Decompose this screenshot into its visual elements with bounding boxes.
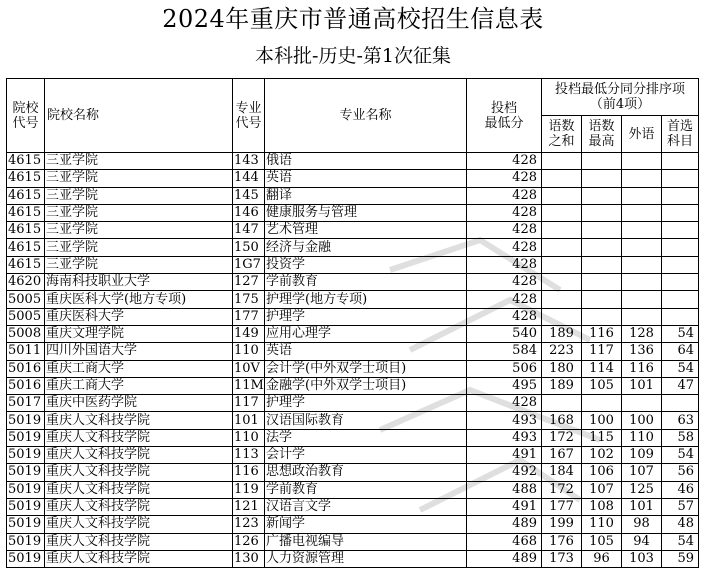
table-row: [7, 550, 699, 567]
cell-major-name: 护理学: [265, 395, 467, 412]
cell-min-score: 428: [467, 308, 542, 325]
cell-first-subject: [662, 170, 699, 187]
cell-min-score: 491: [467, 498, 542, 515]
cell-first-subject: 47: [662, 377, 699, 394]
cell-chinese-math-max: 115: [582, 429, 622, 446]
cell-min-score: 493: [467, 429, 542, 446]
cell-school-name: 三亚学院: [45, 187, 233, 204]
cell-foreign-language: 109: [622, 447, 662, 464]
cell-first-subject: [662, 395, 699, 412]
cell-first-subject: [662, 204, 699, 221]
cell-school-code: 5019: [7, 481, 45, 498]
cell-min-score: 428: [467, 204, 542, 221]
cell-first-subject: 56: [662, 464, 699, 481]
cell-major-name: 经济与金融: [265, 239, 467, 256]
cell-first-subject: 58: [662, 429, 699, 446]
table-row: [7, 533, 699, 550]
cell-school-name: 重庆人文科技学院: [45, 533, 233, 550]
cell-school-code: 4615: [7, 153, 45, 170]
cell-foreign-language: 94: [622, 533, 662, 550]
cell-min-score: 428: [467, 239, 542, 256]
cell-major-name: 翻译: [265, 187, 467, 204]
cell-major-code: 177: [233, 308, 265, 325]
cell-foreign-language: 110: [622, 429, 662, 446]
cell-chinese-math-max: 102: [582, 447, 622, 464]
table-row: [7, 187, 699, 204]
cell-school-code: 4615: [7, 187, 45, 204]
cell-major-name: 广播电视编导: [265, 533, 467, 550]
cell-school-code: 5016: [7, 360, 45, 377]
cell-school-code: 4620: [7, 274, 45, 291]
cell-school-name: 重庆人文科技学院: [45, 464, 233, 481]
table-row: [7, 256, 699, 273]
cell-school-name: 重庆人文科技学院: [45, 447, 233, 464]
cell-first-subject: [662, 187, 699, 204]
cell-chinese-math-max: 105: [582, 533, 622, 550]
table-row: [7, 429, 699, 446]
table-row: [7, 204, 699, 221]
cell-chinese-math-max: [582, 256, 622, 273]
header-major-name: 专业名称: [265, 79, 467, 153]
cell-major-name: 俄语: [265, 153, 467, 170]
cell-min-score: 492: [467, 464, 542, 481]
table-row: [7, 222, 699, 239]
admission-table: [6, 78, 699, 568]
cell-min-score: 493: [467, 412, 542, 429]
cell-foreign-language: 136: [622, 343, 662, 360]
cell-school-code: 5019: [7, 464, 45, 481]
cell-chinese-math-sum: [542, 153, 582, 170]
cell-major-code: 130: [233, 550, 265, 567]
cell-min-score: 428: [467, 170, 542, 187]
cell-major-name: 汉语国际教育: [265, 412, 467, 429]
cell-first-subject: [662, 291, 699, 308]
cell-min-score: 428: [467, 395, 542, 412]
cell-school-name: 重庆人文科技学院: [45, 516, 233, 533]
cell-major-code: 127: [233, 274, 265, 291]
cell-school-name: 三亚学院: [45, 239, 233, 256]
cell-major-code: 117: [233, 395, 265, 412]
cell-chinese-math-sum: 180: [542, 360, 582, 377]
cell-chinese-math-sum: 177: [542, 498, 582, 515]
cell-chinese-math-max: [582, 308, 622, 325]
cell-school-name: 四川外国语大学: [45, 343, 233, 360]
cell-major-name: 应用心理学: [265, 325, 467, 342]
cell-first-subject: [662, 274, 699, 291]
table-row: [7, 291, 699, 308]
cell-major-name: 汉语言文学: [265, 498, 467, 515]
cell-chinese-math-max: 117: [582, 343, 622, 360]
cell-foreign-language: 128: [622, 325, 662, 342]
cell-foreign-language: 107: [622, 464, 662, 481]
cell-major-name: 护理学: [265, 308, 467, 325]
cell-major-code: 110: [233, 429, 265, 446]
cell-first-subject: [662, 256, 699, 273]
table-row: [7, 516, 699, 533]
cell-foreign-language: [622, 170, 662, 187]
cell-school-name: 三亚学院: [45, 204, 233, 221]
cell-first-subject: 54: [662, 447, 699, 464]
cell-major-name: 护理学(地方专项): [265, 291, 467, 308]
cell-chinese-math-sum: [542, 308, 582, 325]
cell-foreign-language: [622, 153, 662, 170]
cell-school-name: 三亚学院: [45, 256, 233, 273]
cell-school-name: 三亚学院: [45, 153, 233, 170]
cell-school-name: 重庆人文科技学院: [45, 481, 233, 498]
cell-foreign-language: [622, 204, 662, 221]
cell-chinese-math-sum: [542, 239, 582, 256]
cell-chinese-math-max: 114: [582, 360, 622, 377]
cell-min-score: 584: [467, 343, 542, 360]
table-row: [7, 395, 699, 412]
cell-major-name: 健康服务与管理: [265, 204, 467, 221]
cell-major-code: 113: [233, 447, 265, 464]
cell-school-name: 重庆人文科技学院: [45, 429, 233, 446]
page-title: 2024年重庆市普通高校招生信息表: [162, 5, 544, 33]
cell-major-code: 11M: [234, 378, 264, 393]
cell-first-subject: [662, 153, 699, 170]
cell-school-name: 重庆工商大学: [45, 377, 233, 394]
cell-school-code: 5019: [7, 550, 45, 567]
cell-first-subject: 54: [662, 533, 699, 550]
header-school-name: 院校名称: [45, 79, 233, 153]
cell-chinese-math-max: 100: [582, 412, 622, 429]
cell-foreign-language: [622, 187, 662, 204]
cell-school-code: 5019: [7, 516, 45, 533]
cell-school-code: 5011: [7, 343, 45, 360]
header-school-code: 院校 代号: [7, 79, 45, 153]
cell-foreign-language: 101: [622, 498, 662, 515]
cell-chinese-math-sum: 172: [542, 429, 582, 446]
cell-school-name: 重庆工商大学: [45, 360, 233, 377]
cell-school-code: 5005: [7, 308, 45, 325]
cell-chinese-math-sum: [542, 291, 582, 308]
cell-major-name: 英语: [265, 170, 467, 187]
table-row: [7, 360, 699, 377]
cell-school-code: 5019: [7, 412, 45, 429]
cell-school-code: 5019: [7, 498, 45, 515]
cell-first-subject: 54: [662, 360, 699, 377]
cell-chinese-math-sum: 167: [542, 447, 582, 464]
cell-chinese-math-sum: 172: [542, 481, 582, 498]
cell-chinese-math-max: 116: [582, 325, 622, 342]
cell-major-name: 人力资源管理: [265, 550, 467, 567]
cell-chinese-math-max: [582, 187, 622, 204]
cell-chinese-math-sum: 168: [542, 412, 582, 429]
cell-school-name: 重庆人文科技学院: [45, 412, 233, 429]
cell-chinese-math-sum: 199: [542, 516, 582, 533]
cell-first-subject: 59: [662, 550, 699, 567]
cell-major-code: 146: [233, 204, 265, 221]
cell-major-code: 10V: [233, 360, 265, 377]
cell-school-name: 重庆医科大学: [45, 308, 233, 325]
cell-min-score: 489: [467, 550, 542, 567]
cell-chinese-math-max: 108: [582, 498, 622, 515]
cell-school-name: 重庆医科大学(地方专项): [45, 291, 233, 308]
cell-foreign-language: [622, 395, 662, 412]
cell-major-name: 思想政治教育: [265, 464, 467, 481]
cell-min-score: 428: [467, 187, 542, 204]
cell-major-name: 英语: [265, 343, 467, 360]
cell-chinese-math-max: 106: [582, 464, 622, 481]
cell-chinese-math-max: [582, 291, 622, 308]
cell-foreign-language: 100: [622, 412, 662, 429]
cell-min-score: 428: [467, 256, 542, 273]
cell-major-code: 101: [233, 412, 265, 429]
cell-min-score: 489: [467, 516, 542, 533]
cell-foreign-language: 98: [622, 516, 662, 533]
cell-foreign-language: 101: [622, 377, 662, 394]
cell-first-subject: 46: [662, 481, 699, 498]
cell-chinese-math-sum: 189: [542, 377, 582, 394]
cell-school-code: 5019: [7, 429, 45, 446]
cell-foreign-language: [622, 308, 662, 325]
cell-major-name: 会计学: [265, 447, 467, 464]
cell-foreign-language: [622, 274, 662, 291]
cell-chinese-math-sum: 189: [542, 325, 582, 342]
table-row: [7, 377, 699, 394]
cell-school-code: 4615: [7, 239, 45, 256]
cell-major-code: 145: [233, 187, 265, 204]
cell-min-score: 540: [467, 325, 542, 342]
cell-major-code: 144: [233, 170, 265, 187]
cell-chinese-math-max: [582, 222, 622, 239]
page-subtitle: 本科批-历史-第1次征集: [255, 45, 451, 67]
header-major-code: 专业 代号: [233, 79, 265, 153]
cell-major-code: 147: [233, 222, 265, 239]
cell-min-score: 488: [467, 481, 542, 498]
cell-chinese-math-max: [582, 170, 622, 187]
header-chinese-math-sum: 语数 之和: [542, 116, 582, 153]
cell-chinese-math-sum: [542, 256, 582, 273]
header-tiebreak-group: 投档最低分同分排序项 （前4项）: [542, 79, 699, 116]
cell-foreign-language: [622, 239, 662, 256]
cell-chinese-math-max: [582, 395, 622, 412]
table-row: [7, 498, 699, 515]
cell-school-code: 4615: [7, 222, 45, 239]
cell-first-subject: 64: [662, 343, 699, 360]
cell-major-name: 学前教育: [265, 274, 467, 291]
cell-chinese-math-max: 105: [582, 377, 622, 394]
table-row: [7, 153, 699, 170]
cell-foreign-language: [622, 222, 662, 239]
cell-chinese-math-max: 96: [582, 550, 622, 567]
cell-chinese-math-max: [582, 239, 622, 256]
cell-chinese-math-sum: 223: [542, 343, 582, 360]
table-row: [7, 412, 699, 429]
cell-major-code: 150: [233, 239, 265, 256]
cell-chinese-math-max: [582, 204, 622, 221]
cell-major-code: 119: [233, 481, 265, 498]
cell-major-name: 金融学(中外双学士项目): [265, 377, 467, 394]
cell-school-code: 4615: [7, 256, 45, 273]
cell-min-score: 468: [467, 533, 542, 550]
table-row: [7, 239, 699, 256]
cell-first-subject: 54: [662, 325, 699, 342]
table-row: [7, 481, 699, 498]
cell-school-code: 5017: [7, 395, 45, 412]
cell-school-name: 三亚学院: [45, 222, 233, 239]
table-row: [7, 464, 699, 481]
cell-school-code: 4615: [7, 170, 45, 187]
cell-school-name: 海南科技职业大学: [45, 274, 233, 291]
cell-school-name: 重庆文理学院: [45, 325, 233, 342]
cell-foreign-language: 116: [622, 360, 662, 377]
cell-major-code: 175: [233, 291, 265, 308]
cell-major-code: 110: [233, 343, 265, 360]
cell-major-name: 会计学(中外双学士项目): [265, 360, 467, 377]
cell-chinese-math-max: 110: [582, 516, 622, 533]
header-first-subject: 首选 科目: [662, 116, 699, 153]
cell-chinese-math-sum: [542, 187, 582, 204]
cell-first-subject: 57: [662, 498, 699, 515]
cell-school-name: 重庆人文科技学院: [45, 550, 233, 567]
cell-foreign-language: 125: [622, 481, 662, 498]
table-row: [7, 170, 699, 187]
cell-major-name: 艺术管理: [265, 222, 467, 239]
cell-first-subject: [662, 308, 699, 325]
table-row: [7, 343, 699, 360]
cell-min-score: 491: [467, 447, 542, 464]
cell-major-code: 121: [233, 498, 265, 515]
cell-school-code: 5016: [7, 377, 45, 394]
header-min-score: 投档 最低分: [467, 79, 542, 153]
table-row: [7, 447, 699, 464]
table-row: [7, 274, 699, 291]
cell-foreign-language: [622, 256, 662, 273]
cell-min-score: 428: [467, 291, 542, 308]
cell-school-name: 三亚学院: [45, 170, 233, 187]
cell-school-code: 5019: [7, 447, 45, 464]
cell-chinese-math-sum: [542, 170, 582, 187]
cell-school-code: 5019: [7, 533, 45, 550]
cell-school-code: 5005: [7, 291, 45, 308]
cell-foreign-language: [622, 291, 662, 308]
cell-chinese-math-sum: [542, 204, 582, 221]
cell-chinese-math-sum: 184: [542, 464, 582, 481]
cell-major-code: 126: [233, 533, 265, 550]
cell-major-code: 123: [233, 516, 265, 533]
cell-min-score: 495: [467, 377, 542, 394]
cell-min-score: 428: [467, 153, 542, 170]
cell-min-score: 428: [467, 222, 542, 239]
header-chinese-math-max: 语数 最高: [582, 116, 622, 153]
cell-school-name: 重庆中医药学院: [45, 395, 233, 412]
cell-min-score: 506: [467, 360, 542, 377]
cell-first-subject: 48: [662, 516, 699, 533]
cell-chinese-math-sum: 176: [542, 533, 582, 550]
cell-major-code: 143: [233, 153, 265, 170]
table-row: [7, 308, 699, 325]
cell-school-name: 重庆人文科技学院: [45, 498, 233, 515]
cell-school-code: 4615: [7, 204, 45, 221]
cell-chinese-math-max: [582, 274, 622, 291]
cell-school-code: 5008: [7, 325, 45, 342]
cell-min-score: 428: [467, 274, 542, 291]
cell-major-name: 投资学: [265, 256, 467, 273]
cell-major-name: 新闻学: [265, 516, 467, 533]
cell-major-name: 学前教育: [265, 481, 467, 498]
cell-chinese-math-sum: [542, 395, 582, 412]
cell-chinese-math-sum: [542, 222, 582, 239]
cell-chinese-math-max: 107: [582, 481, 622, 498]
table-row: [7, 325, 699, 342]
cell-first-subject: 63: [662, 412, 699, 429]
cell-major-code: 149: [233, 325, 265, 342]
cell-major-code: 1G7: [233, 256, 265, 273]
cell-first-subject: [662, 239, 699, 256]
cell-chinese-math-max: [582, 153, 622, 170]
cell-chinese-math-sum: [542, 274, 582, 291]
cell-major-name: 法学: [265, 429, 467, 446]
cell-foreign-language: 103: [622, 550, 662, 567]
cell-major-code: 116: [233, 464, 265, 481]
cell-first-subject: [662, 222, 699, 239]
cell-chinese-math-sum: 173: [542, 550, 582, 567]
header-foreign-language: 外语: [622, 116, 662, 153]
